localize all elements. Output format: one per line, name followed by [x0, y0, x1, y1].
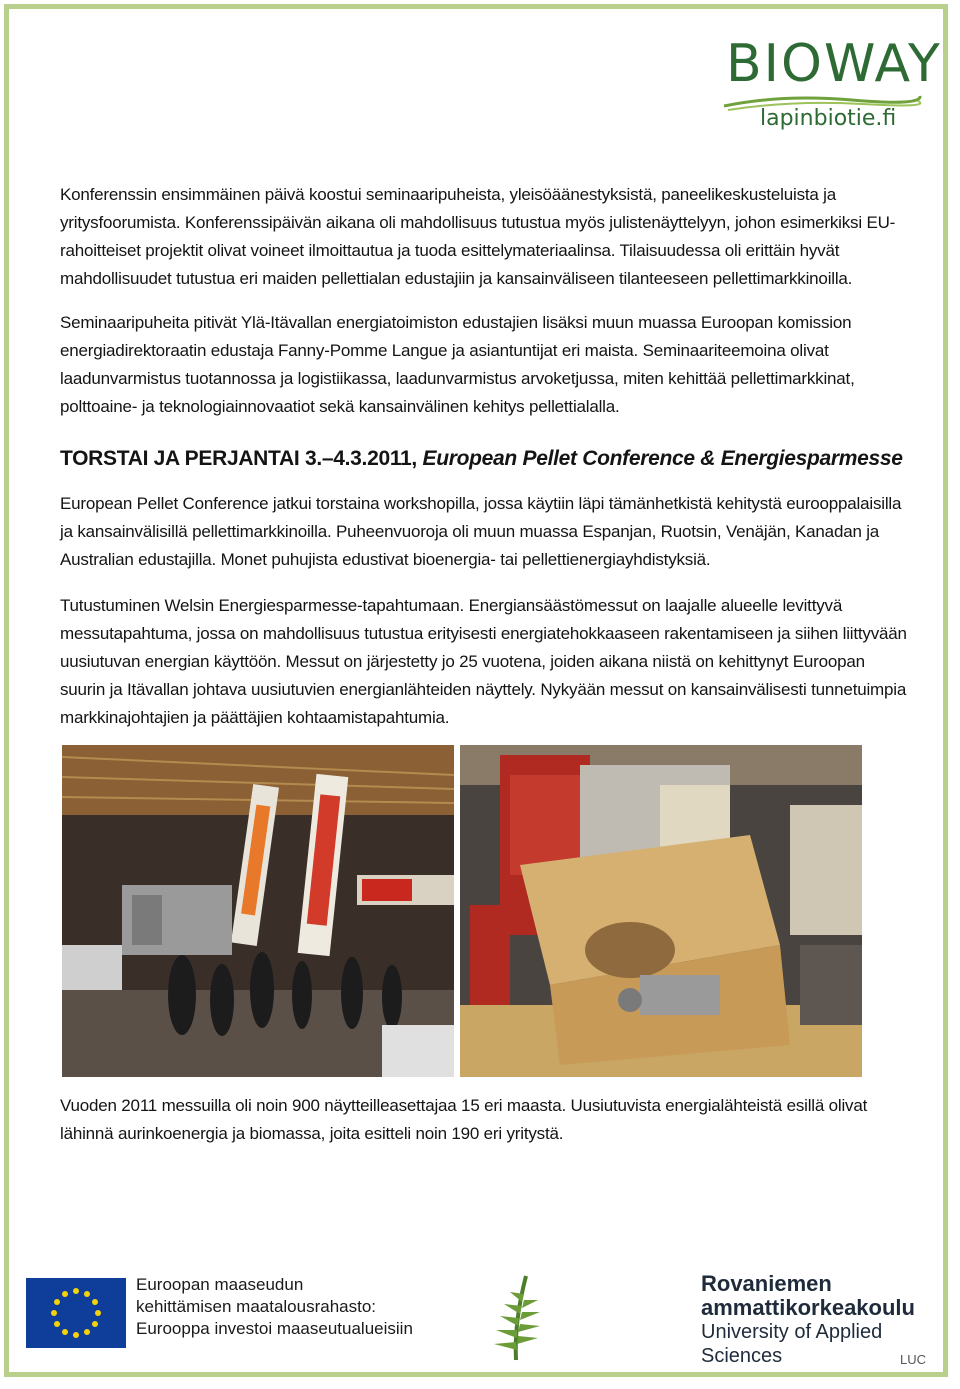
ramk-line-3: University of Applied Sciences [701, 1321, 883, 1367]
pellet-boiler-photo [460, 745, 862, 1077]
eu-line-2: kehittämisen maatalousrahasto: [136, 1297, 377, 1316]
footer-logos [26, 1272, 926, 1372]
paragraph-1: Konferenssin ensimmäinen päivä koostui seminaaripuheista, yleisöäänestyksistä, paneelikeskusteluista ja yritysfoorumista. Konferenssipäivän aikana oli mahdollisuus tutustua myös julistenäyttelyyn, johon esimerkiksi EU-rahoitteiset projektit olivat voineet ilmoittautua ja tuoda esittelymateriaalinsa. Tilaisuudessa oli erittäin hyvät mahdollisuudet tutustua eri maiden pellettialan edustajiin ja kansainväliseen tilanteeseen pellettimarkkinoilla. [60, 185, 896, 288]
logo-site: lapinbiotie.fi [760, 106, 897, 131]
heading-date: TORSTAI JA PERJANTAI 3.–4.3.2011, [60, 447, 423, 470]
fair-hall-photo [62, 745, 454, 1077]
heading-event: European Pellet Conference & Energiesparmesse [422, 447, 903, 470]
eu-fund-text [136, 1274, 413, 1340]
photo-row [62, 745, 890, 1077]
eu-line-3: Eurooppa investoi maaseutualueisiin [136, 1319, 413, 1338]
paragraph-2: Seminaaripuheita pitivät Ylä-Itävallan energiatoimiston edustajien lisäksi muun muassa Euroopan komission energiadirektoraatin edustaja Fanny-Pomme Langue ja asiantuntijat eri maista. Seminaariteemoina olivat laadunvarmistus tuotannossa ja logistiikassa, laadunvarmistus arvoketjussa, miten kehittää pellettimarkkinat, polttoaine- ja teknologiainnovaatiot sekä kansainvälinen kehitys pellettialalla. [60, 313, 855, 416]
ramk-line-1: Rovaniemen [701, 1271, 832, 1296]
logo-wordmark: BIOWAY [726, 34, 942, 94]
paragraph-5: Vuoden 2011 messuilla oli noin 900 näytteilleasettajaa 15 eri maasta. Uusiutuvista energialähteistä esillä olivat lähinnä aurinkoenergia ja biomassa, joita esitteli noin 190 eri yritystä. [60, 1096, 868, 1143]
ramk-logo [701, 1272, 926, 1368]
fern-logo-icon [486, 1272, 546, 1362]
article-body [60, 181, 908, 732]
paragraph-4: Tutustuminen Welsin Energiesparmesse-tapahtumaan. Energiansäästömessut on laajalle alueelle levittyvä messutapahtuma, jossa on mahdollisuus tutustua erityisesti energiatehokkaaseen rakentamiseen ja siihen liittyvään uusiutuvan energian käyttöön. Messut on järjestetty jo 25 vuotena, joiden aikana niistä on kehittynyt Euroopan suurin ja Itävallan johtava uusiutuvien energianlähteiden näyttely. Nykyään messut on kansainvälisesti tunnetuimpia markkinajohtajien ja päättäjien kohtaamistapahtumia. [60, 596, 907, 727]
eu-line-1: Euroopan maaseudun [136, 1275, 304, 1294]
luc-label: LUC [900, 1352, 927, 1367]
ramk-line-2: ammattikorkeakoulu [701, 1295, 915, 1320]
bioway-logo [722, 34, 942, 144]
section-heading [60, 445, 908, 473]
eu-flag-icon [26, 1278, 126, 1348]
paragraph-3: European Pellet Conference jatkui torstaina workshopilla, jossa käytiin läpi tämänhetkistä kehitystä eurooppalaisilla ja kansainvälisillä pellettimarkkinoilla. Puheenvuoroja oli muun muassa Espanjan, Ruotsin, Venäjän, Kanadan ja Australian edustajilla. Monet puhujista edustivat bioenergia- tai pellettienergiayhdistyksiä. [60, 494, 902, 569]
